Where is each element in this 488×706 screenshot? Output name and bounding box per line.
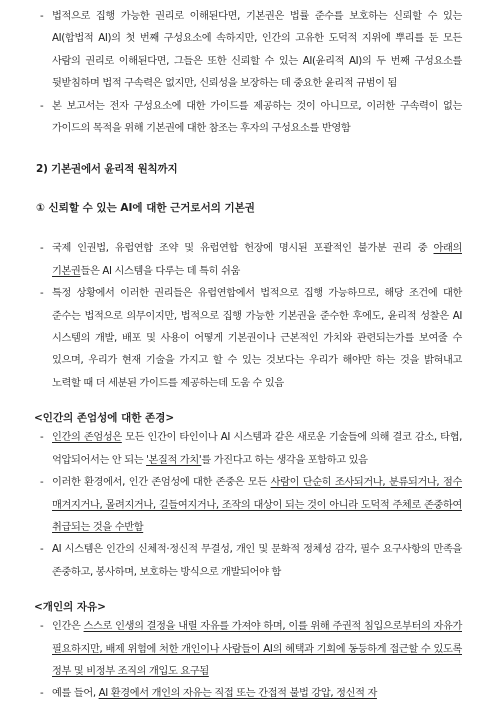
bullet-dash: - [40,477,44,489]
basis-bullet-1 [40,238,462,283]
subsection-heading: ① 신뢰할 수 있는 AI에 대한 근거로서의 기본권 [36,202,255,215]
dignity-bullet-1 [40,427,462,472]
intro-bullet-2 [40,96,462,141]
dignity-bullet-1-underlined-2: '본질적 가치' [146,454,202,466]
freedom-bullet-1-underlined: 스스로 인생의 결정을 내릴 자유를 가져야 하며, 이를 위해 주권적 침입으로부터의 자유가 필요하지만, 배제 위험에 처한 개인이나 사람들이 AI의 혜택과 기회에 동등하게 접근할 수 있도록 정부 및 비정부 조직의 개입도 요구됨 [52,621,462,677]
basis-bullet-1-post: 들은 AI 시스템을 다루는 데 특히 쉬움 [80,265,240,277]
bullet-dash: - [40,288,44,300]
basis-bullet-2 [40,283,462,395]
freedom-bullet-2-pre: 예를 들어, [52,688,99,700]
dignity-bullet-2-underlined: 사람이 단순히 조사되거나, 분류되거나, 점수 매겨지거나, 몰려지거나, 길들여지거나, 조작의 대상이 되는 것이 아니라 도덕적 주체로 존중하여 취급되는 것을 수반함 [52,477,462,533]
bullet-dash: - [40,100,44,112]
freedom-bullet-1 [40,616,462,683]
basis-bullet-2-text: 특정 상황에서 이러한 권리들은 유럽연합에서 법적으로 집행 가능하므로, 해당 조건에 대한 준수는 법적으로 의무이지만, 법적으로 집행 가능한 기본권을 준수한 후에도, 윤리적 성찰은 AI 시스템의 개발, 배포 및 사용이 어떻게 기본권이나 근본적인 가치와 관련되는가를 보여줄 수 있으며, 우리가 현재 기술을 가지고 할 수 있는 것보다는 우리가 해야만 하는 것을 밝혀내고 노력할 때 더 세분된 가이드를 제공하는데 도움 수 있음 [52,288,462,389]
dignity-bullet-1-mid: 모든 인간이 타인이나 AI 시스템과 같은 새로운 기술들에 의해 결코 감소, 타협, 억압되어서는 안 되는 [52,432,462,466]
section-heading: 2) 기본권에서 윤리적 원칙까지 [36,163,178,176]
freedom-bullet-2-underlined: AI 환경에서 개인의 자유는 직접 또는 간접적 불법 강압, 정신적 자 [98,688,377,700]
bullet-dash: - [40,544,44,556]
intro-bullet-2-text: 본 보고서는 전자 구성요소에 대한 가이드를 제공하는 것이 아니므로, 이러한 구속력이 없는 가이드의 목적을 위해 기본권에 대한 참조는 후자의 구성요소를 반영함 [52,100,462,135]
dignity-bullet-2-pre: 이러한 환경에서, 인간 존엄성에 대한 존중은 모든 [52,477,271,489]
freedom-bullet-1-pre: 인간은 [52,621,84,633]
bullet-dash: - [40,688,44,700]
bullet-dash: - [40,621,44,633]
freedom-label: <개인의 자유> [34,601,106,614]
dignity-bullet-2 [40,472,462,539]
dignity-label: <인간의 존엄성에 대한 존경> [34,412,175,425]
basis-bullet-1-underlined: 아래의 기본권 [52,243,462,277]
dignity-bullet-1-underlined-1: 인간의 존엄성은 [52,432,122,444]
intro-bullet-1 [40,6,462,96]
intro-bullet-1-text: 법적으로 집행 가능한 권리로 이해된다면, 기본권은 법률 준수를 보호하는 신뢰할 수 있는 AI(합법적 AI)의 첫 번째 구성요소에 속하지만, 인간의 고유한 도덕적 지위에 뿌리를 둔 모든 사람의 권리로 이해된다면, 그들은 또한 신뢰할 수 있는 AI(윤리적 AI)의 두 번째 구성요소를 뒷받침하며 법적 구속력은 없지만, 신뢰성을 보장하는 데 중요한 윤리적 규범이 됨 [52,11,462,90]
bullet-dash: - [40,243,44,255]
dignity-bullet-3 [40,539,462,584]
dignity-bullet-3-text: AI 시스템은 인간의 신체적·정신적 무결성, 개인 및 문화적 정체성 감각, 필수 요구사항의 만족을 존중하고, 봉사하며, 보호하는 방식으로 개발되어야 함 [52,544,462,578]
dignity-bullet-1-post: 를 가진다고 하는 생각을 포함하고 있음 [201,454,368,466]
bullet-dash: - [40,432,44,444]
bullet-dash: - [40,11,44,22]
basis-bullet-1-pre: 국제 인권법, 유럽연합 조약 및 유럽연합 헌장에 명시된 포괄적인 불가분 권리 중 [52,243,434,255]
